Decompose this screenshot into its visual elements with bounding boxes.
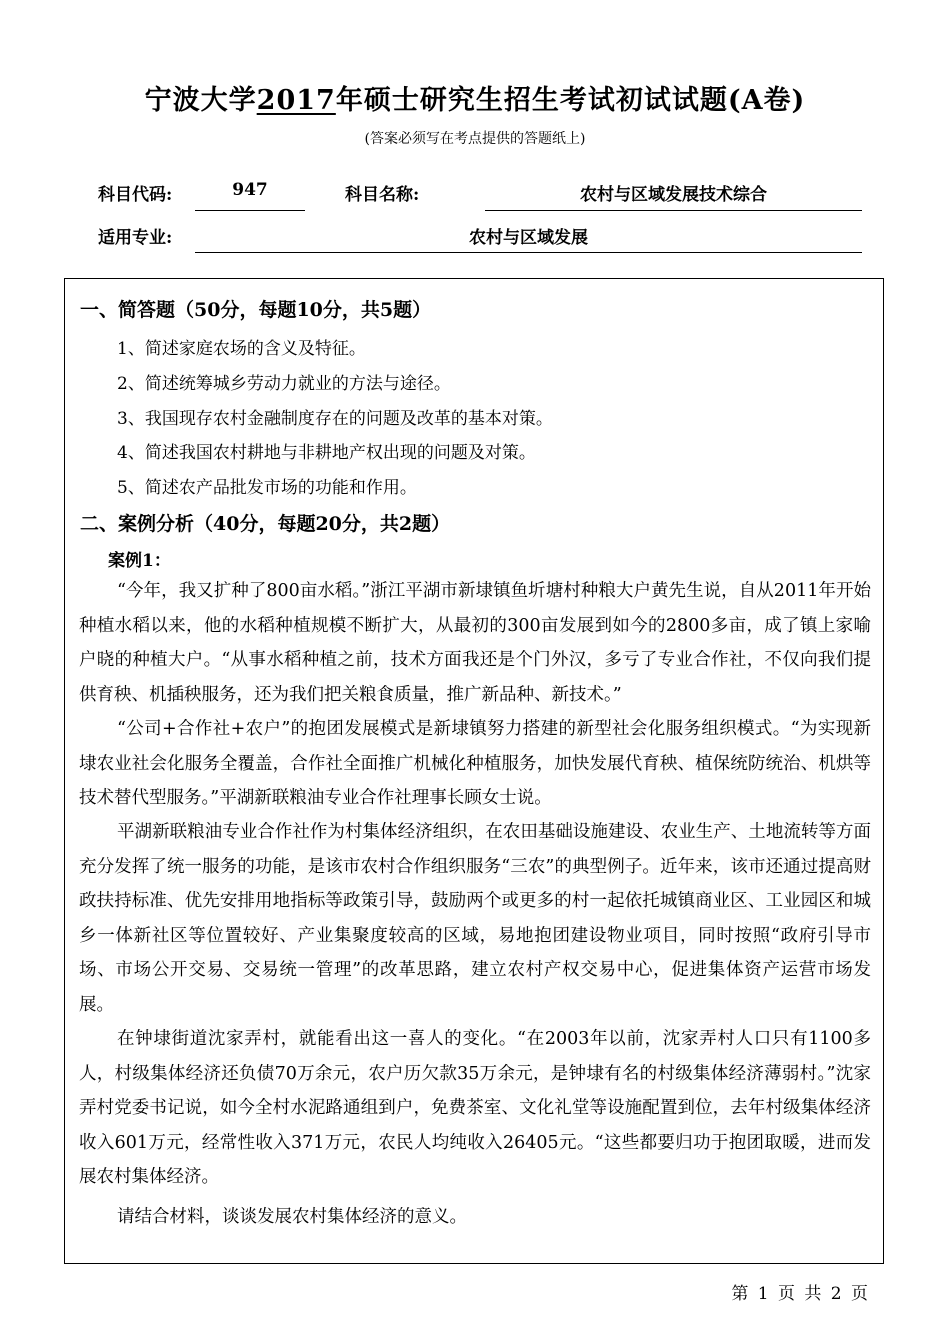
subject-code-underline bbox=[195, 210, 305, 211]
subject-name-label: 科目名称: bbox=[345, 185, 420, 205]
question-item: 1、简述家庭农场的含义及特征。 bbox=[117, 339, 366, 359]
subject-name-underline bbox=[485, 210, 862, 211]
section1-heading: 一、简答题（50分，每题10分，共5题） bbox=[80, 299, 432, 321]
case-paragraph: 在钟埭街道沈家弄村，就能看出这一喜人的变化。“在2003年以前，沈家弄村人口只有1100多人，村级集体经济还负债70万余元，农户历欠款35万余元，是钟埭有名的村级集体经济薄弱村。”沈家弄村党委书记说，如今全村水泥路通组到户，免费茶室、文化礼堂等设施配置到位，去年村级集体经济收入601万元，经常性收入371万元，农民人均纯收入26405元。“这些都要归功于抱团取暖，进而发展农村集体经济。 bbox=[79, 1029, 871, 1187]
exam-subtitle: (答案必须写在考点提供的答题纸上) bbox=[364, 131, 586, 147]
case-paragraph: “今年，我又扩种了800亩水稻。”浙江平湖市新埭镇鱼圻塘村种粮大户黄先生说，自从2011年开始种植水稻以来，他的水稻种植规模不断扩大，从最初的300亩发展到如今的2800多亩，成了镇上家喻户晓的种植大户。“从事水稻种植之前，技术方面我还是个门外汉，多亏了专业合作社，不仅向我们提供育秧、机插秧服务，还为我们把关粮食质量，推广新品种、新技术。” bbox=[79, 581, 871, 705]
case-question: 请结合材料，谈谈发展农村集体经济的意义。 bbox=[117, 1207, 467, 1227]
page-number: 第 1 页 共 2 页 bbox=[731, 1284, 870, 1304]
subject-name-value: 农村与区域发展技术综合 bbox=[580, 185, 767, 205]
title-rest: 年硕士研究生招生考试初试试题(A卷) bbox=[335, 85, 806, 116]
major-value: 农村与区域发展 bbox=[469, 228, 588, 248]
subject-code-label: 科目代码: bbox=[98, 185, 173, 205]
title-school: 宁波大学 bbox=[144, 85, 257, 116]
question-item: 2、简述统筹城乡劳动力就业的方法与途径。 bbox=[117, 374, 451, 394]
case-paragraph: “公司+合作社+农户”的抱团发展模式是新埭镇努力搭建的新型社会化服务组织模式。“为实现新埭农业社会化服务全覆盖，合作社全面推广机械化种植服务，加快发展代育秧、植保统防统治、机烘等技术替代型服务。”平湖新联粮油专业合作社理事长顾女士说。 bbox=[79, 719, 871, 808]
question-item: 5、简述农产品批发市场的功能和作用。 bbox=[117, 478, 417, 498]
major-underline bbox=[195, 252, 862, 253]
question-item: 3、我国现存农村金融制度存在的问题及改革的基本对策。 bbox=[117, 409, 553, 429]
section2-heading: 二、案例分析（40分，每题20分，共2题） bbox=[80, 513, 451, 535]
case-label: 案例1： bbox=[108, 551, 171, 571]
exam-title bbox=[0, 78, 950, 117]
question-item: 4、简述我国农村耕地与非耕地产权出现的问题及对策。 bbox=[117, 443, 536, 463]
major-label: 适用专业: bbox=[98, 228, 173, 248]
title-year: 2017 bbox=[256, 85, 336, 116]
case-paragraph: 平湖新联粮油专业合作社作为村集体经济组织，在农田基础设施建设、农业生产、土地流转等方面充分发挥了统一服务的功能，是该市农村合作组织服务“三农”的典型例子。近年来，该市还通过提高财政扶持标准、优先安排用地指标等政策引导，鼓励两个或更多的村一起依托城镇商业区、工业园区和城乡一体新社区等位置较好、产业集聚度较高的区域，易地抱团建设物业项目，同时按照“政府引导市场、市场公开交易、交易统一管理”的改革思路，建立农村产权交易中心，促进集体资产运营市场发展。 bbox=[79, 822, 871, 1015]
subject-code-value: 947 bbox=[232, 180, 268, 200]
